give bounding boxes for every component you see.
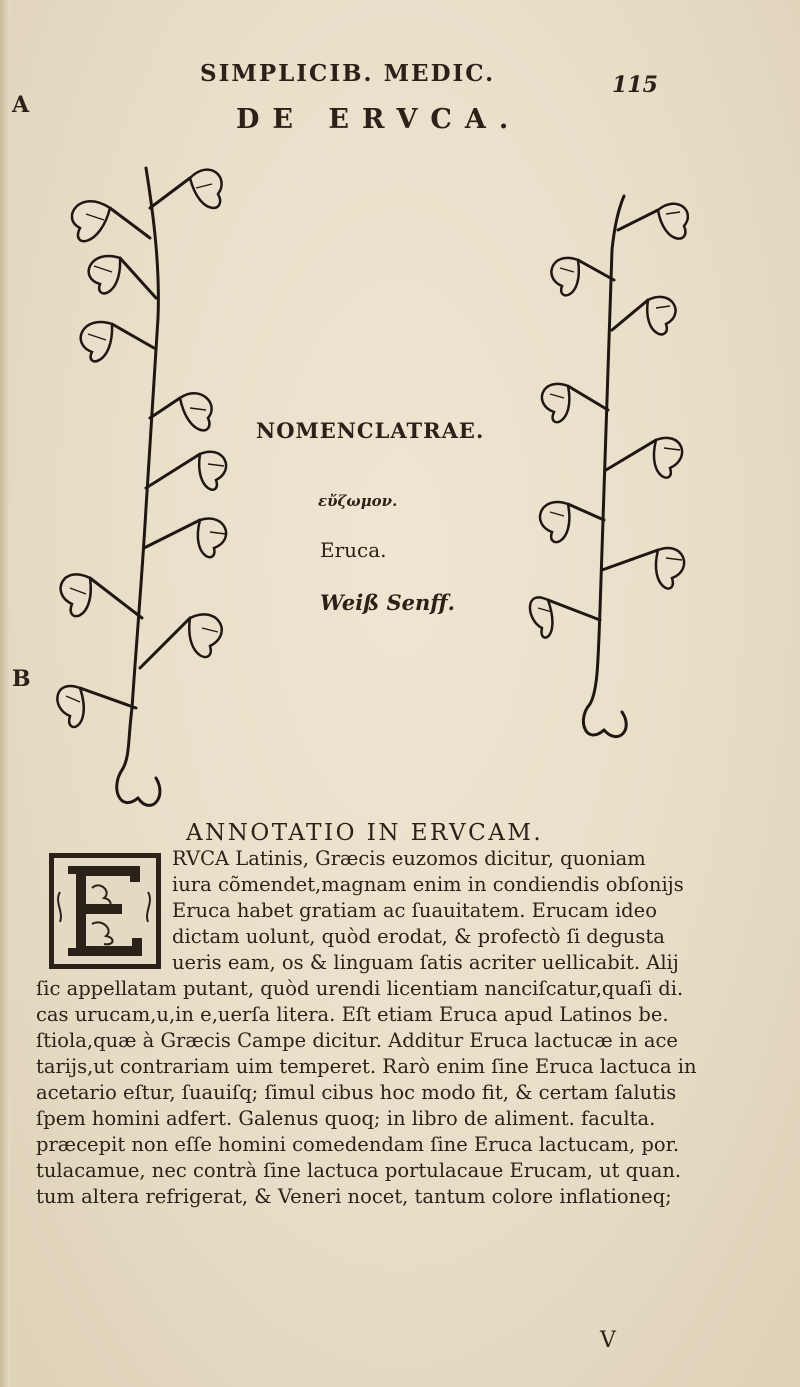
greek-name: εὔζωμον. (318, 492, 398, 510)
text-line: dictam uolunt, quòd erodat, & profectò ſi degusta (172, 925, 665, 948)
text-line: Eruca habet gratiam ac ſuauitatem. Erucam ideo (172, 899, 657, 922)
latin-name: Eruca. (320, 538, 387, 562)
text-line: ſpem homini adfert. Galenus quoq; in libro de aliment. faculta. (36, 1107, 656, 1130)
margin-letter-b: B (12, 666, 31, 692)
annotation-heading: ANNOTATIO IN ERVCAM. (186, 820, 544, 846)
text-line: præcepit non eſſe homini comedendam ſine Eruca lactucam, por. (36, 1133, 680, 1156)
chapter-title: DE ERVCA. (236, 104, 522, 135)
text-line: tum altera refrigerat, & Veneri nocet, tantum colore inflationeq; (36, 1185, 672, 1208)
right-plant-woodcut (528, 190, 698, 750)
nomenclature-heading: NOMENCLATRAE. (256, 418, 485, 443)
text-line: cas urucam,u,in e,uerſa litera. Eſt etiam Eruca apud Latinos be. (36, 1003, 669, 1026)
page-number: 115 (612, 72, 658, 98)
text-line: tulacamue, nec contrà ſine lactuca portulacaue Erucam, ut quan. (36, 1159, 682, 1182)
text-line: tarijs,ut contrariam uim temperet. Rarò enim ſine Eruca lactuca in (36, 1055, 697, 1078)
text-line: ueris eam, os & linguam ſatis acriter uellicabit. Alij (172, 951, 679, 974)
text-line: iura cõmendet,magnam enim in condiendis obſonijs (172, 873, 684, 896)
text-line: acetario eſtur, ſuauiſq; ſimul cibus hoc modo fit, & certam ſalutis (36, 1081, 677, 1104)
german-name: Weiß Senff. (320, 590, 455, 615)
text-line: ſtiola,quæ à Græcis Campe dicitur. Additur Eruca lactucæ in ace (36, 1029, 678, 1052)
decorated-initial-e (48, 852, 162, 970)
text-line: ſic appellatam putant, quòd urendi licentiam nanciſcatur,quaſi di. (36, 977, 684, 1000)
text-line: RVCA Latinis, Græcis euzomos dicitur, quoniam (172, 847, 646, 870)
page-spine-shadow (0, 0, 10, 1387)
catchword: V (600, 1328, 616, 1353)
left-plant-woodcut (50, 148, 240, 818)
running-title: SIMPLICIB. MEDIC. (200, 60, 496, 87)
margin-letter-a: A (12, 92, 30, 118)
